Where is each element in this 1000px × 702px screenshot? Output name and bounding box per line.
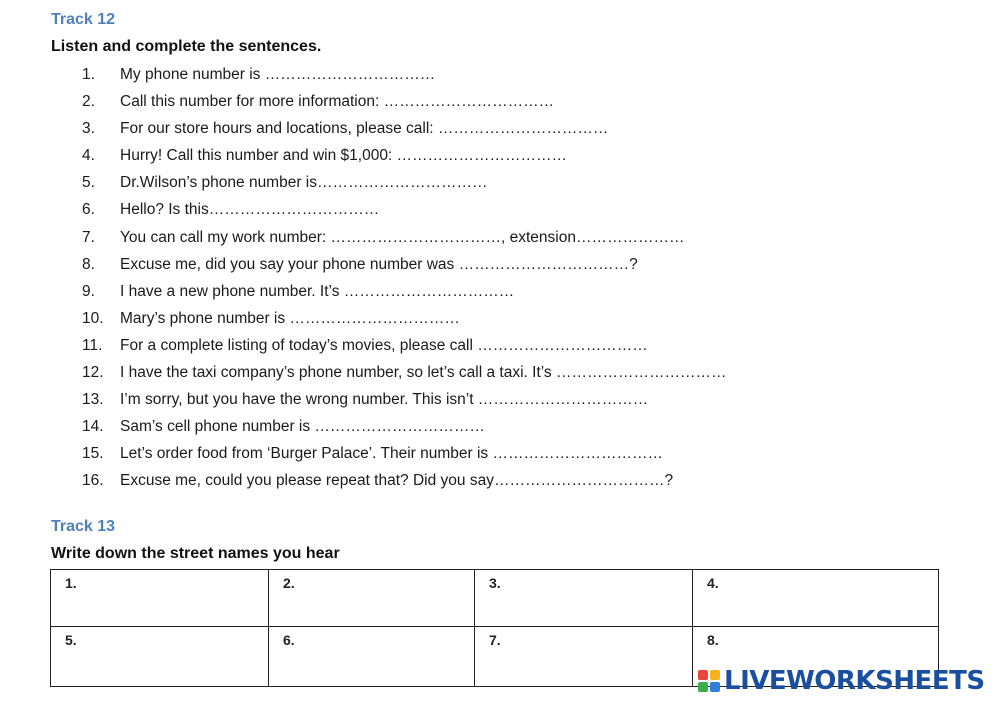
liveworksheets-logo[interactable] (698, 666, 985, 696)
item-number: 2. (82, 93, 95, 111)
item-number: 4. (82, 147, 95, 165)
logo-square (698, 670, 708, 680)
list-item (0, 386, 1000, 413)
item-number: 7. (82, 228, 95, 246)
item-number: 10. (82, 309, 104, 327)
item-sentence: I have the taxi company’s phone number, so let’s call a taxi. It’s …………………………… (120, 364, 727, 382)
logo-square (698, 682, 708, 692)
item-number: 11. (82, 336, 103, 354)
item-sentence: Call this number for more information: …………………………… (120, 93, 555, 111)
item-sentence: I have a new phone number. It’s …………………………… (120, 282, 515, 300)
list-item (0, 88, 1000, 115)
list-item (0, 467, 1000, 494)
street-cell-5[interactable]: 5. (51, 627, 269, 687)
list-item (0, 305, 1000, 332)
table-row (51, 570, 939, 627)
item-sentence: For our store hours and locations, please call: …………………………… (120, 120, 609, 138)
item-sentence: You can call my work number: ……………………………, extension………………… (120, 228, 685, 246)
list-item (0, 196, 1000, 223)
track12-title: Track 12 (51, 11, 116, 28)
item-number: 9. (82, 282, 95, 300)
item-number: 3. (82, 120, 95, 138)
track13-title: Track 13 (51, 518, 116, 535)
logo-text: LIVEWORKSHEETS (724, 666, 985, 696)
logo-mark-icon (698, 670, 720, 692)
item-sentence: Hurry! Call this number and win $1,000: …………………………… (120, 147, 568, 165)
item-number: 6. (82, 201, 95, 219)
item-sentence: Sam’s cell phone number is …………………………… (120, 418, 485, 436)
logo-square (710, 670, 720, 680)
list-item (0, 332, 1000, 359)
logo-square (710, 682, 720, 692)
list-item (0, 251, 1000, 278)
street-cell-4[interactable]: 4. (693, 570, 939, 627)
list-item (0, 359, 1000, 386)
sentence-list (0, 61, 1000, 495)
item-number: 16. (82, 472, 104, 490)
item-sentence: Excuse me, did you say your phone number was ……………………………? (120, 255, 638, 273)
street-cell-6[interactable]: 6. (269, 627, 475, 687)
item-sentence: My phone number is …………………………… (120, 66, 436, 83)
item-number: 8. (82, 255, 95, 273)
street-cell-1[interactable]: 1. (51, 570, 269, 627)
item-number: 5. (82, 174, 95, 192)
item-number: 12. (82, 364, 104, 382)
list-item (0, 169, 1000, 196)
street-cell-8[interactable]: 8. (693, 627, 939, 687)
item-number: 1. (82, 66, 95, 83)
item-sentence: Hello? Is this…………………………… (120, 201, 380, 219)
item-sentence: Let’s order food from ‘Burger Palace’. Their number is …………………………… (120, 445, 663, 463)
list-item (0, 115, 1000, 142)
list-item (0, 413, 1000, 440)
list-item (0, 440, 1000, 467)
item-sentence: I’m sorry, but you have the wrong number. This isn’t …………………………… (120, 391, 649, 409)
list-item (0, 224, 1000, 251)
item-number: 14. (82, 418, 104, 436)
list-item (0, 278, 1000, 305)
item-sentence: Excuse me, could you please repeat that? Did you say……………………………? (120, 472, 674, 490)
item-sentence: For a complete listing of today’s movies, please call …………………………… (120, 336, 648, 354)
item-sentence: Dr.Wilson’s phone number is…………………………… (120, 174, 488, 192)
list-item (0, 61, 1000, 88)
track12-instruction: Listen and complete the sentences. (51, 38, 322, 55)
item-number: 15. (82, 445, 104, 463)
street-cell-7[interactable]: 7. (475, 627, 693, 687)
street-cell-3[interactable]: 3. (475, 570, 693, 627)
list-item (0, 142, 1000, 169)
item-number: 13. (82, 391, 104, 409)
street-cell-2[interactable]: 2. (269, 570, 475, 627)
track13-instruction: Write down the street names you hear (51, 545, 340, 562)
item-sentence: Mary’s phone number is …………………………… (120, 309, 460, 327)
